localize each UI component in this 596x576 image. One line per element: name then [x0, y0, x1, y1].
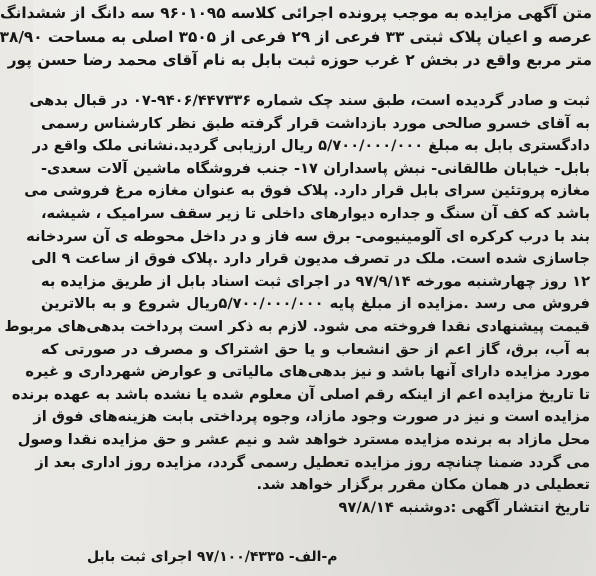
- body-line: دادگستری بابل به مبلغ ۵/۷۰۰/۰۰۰/۰۰۰ ریال ارزیابی گردید.نشانی ملک واقع در: [32, 137, 590, 155]
- body-line: مزایده است و نیز در صورت وجود مازاد، وجوه پرداختی بابت هزینه‌های فوق از: [33, 408, 590, 426]
- header-line-3: متر مربع واقع در بخش ۲ غرب حوزه ثبت بابل به نام آقای محمد رضا حسن پور: [7, 51, 592, 69]
- publication-date-line: تاریخ انتشار آگهی :دوشنبه ۹۷/۸/۱۴: [338, 498, 590, 516]
- body-line: محل مازاد به برنده مزایده مسترد خواهد شد و نیم عشر و حق مزایده نقدا وصول: [17, 430, 590, 448]
- body-line: مورد مزایده دارای آنها باشد و نیز بدهی‌های مالیاتی و عوارض شهرداری و غیره: [25, 363, 590, 381]
- body-line: بند با درب کرکره ای آلومینیومی- برق سه فاز و در داخل محوطه ی آن سردخانه: [26, 227, 590, 245]
- body-line: قیمت پیشنهادی نقدا فروخته می شود. لازم به ذکر است پرداخت بدهی‌های مربوط: [4, 317, 590, 335]
- body-line: به آب، برق، گاز اعم از حق انشعاب و یا حق اشتراک و مصرف در صورتی که: [41, 340, 590, 358]
- signature-line: [41, 546, 590, 568]
- body-line: باشد که کف آن سنگ و جداره دیوارهای داخلی تا زیر سقف سرامیک ، شیشه،: [41, 204, 590, 222]
- body-line: مغازه پروتئین سرای بابل قرار دارد. پلاک فوق به عنوان مغازه مرغ فروشی می: [24, 182, 590, 200]
- signature-text: م-الف- ۹۷/۱۰۰/۴۳۳۵ اجرای ثبت بابل: [87, 549, 338, 565]
- body-line: فروش می رسد .مزایده از مبلغ پایه ۵/۷۰۰/۰۰۰/۰۰۰ریال شروع و به بالاترین: [41, 295, 590, 313]
- notice-header: [0, 2, 592, 73]
- body-line: می گردد ضمنا چنانچه روز مزایده تعطیل رسمی گردد، مزایده روز اداری بعد از: [35, 453, 590, 471]
- header-line-1: متن آگهی مزایده به موجب پرونده اجرائی کلاسه ۹۶۰۱۰۹۵ سه دانگ از ششدانگ: [0, 4, 592, 22]
- body-line: ثبت و صادر گردیده است، طبق سند چک شماره ۹۴۰۶/۴۴۷۳۳۶-۰۷ در قبال بدهی: [29, 92, 590, 109]
- body-line: تا تاریخ مزایده اعم از اینکه رقم اصلی آن معلوم شده یا نشده باشد به عهده برنده: [11, 385, 590, 403]
- body-line: به آقای خسرو صالحی مورد بازداشت قرار گرفته طبق نظر کارشناس رسمی: [41, 114, 590, 132]
- body-line: بابل- خیابان طالقانی- نبش پاسداران ۱۷- جنب فروشگاه ماشین آلات سعدی-: [41, 159, 590, 177]
- body-line: ۱۲ روز چهارشنبه مورخه ۹۷/۹/۱۴ در اجرای ثبت اسناد بابل از طریق مزایده به: [41, 272, 590, 290]
- body-line: تعطیلی در همان مکان مقرر برگزار خواهد شد.: [256, 476, 590, 494]
- notice-body: [4, 90, 590, 519]
- body-line: جاسازی شده است. ملک در تصرف مدیون قرار دارد .پلاک فوق از ساعت ۹ الی: [31, 250, 590, 268]
- header-line-2: عرصه و اعیان پلاک ثبتی ۳۳ فرعی از ۲۹ فرعی از ۳۵۰۵ اصلی به مساحت ۳۸/۹۰: [0, 27, 592, 46]
